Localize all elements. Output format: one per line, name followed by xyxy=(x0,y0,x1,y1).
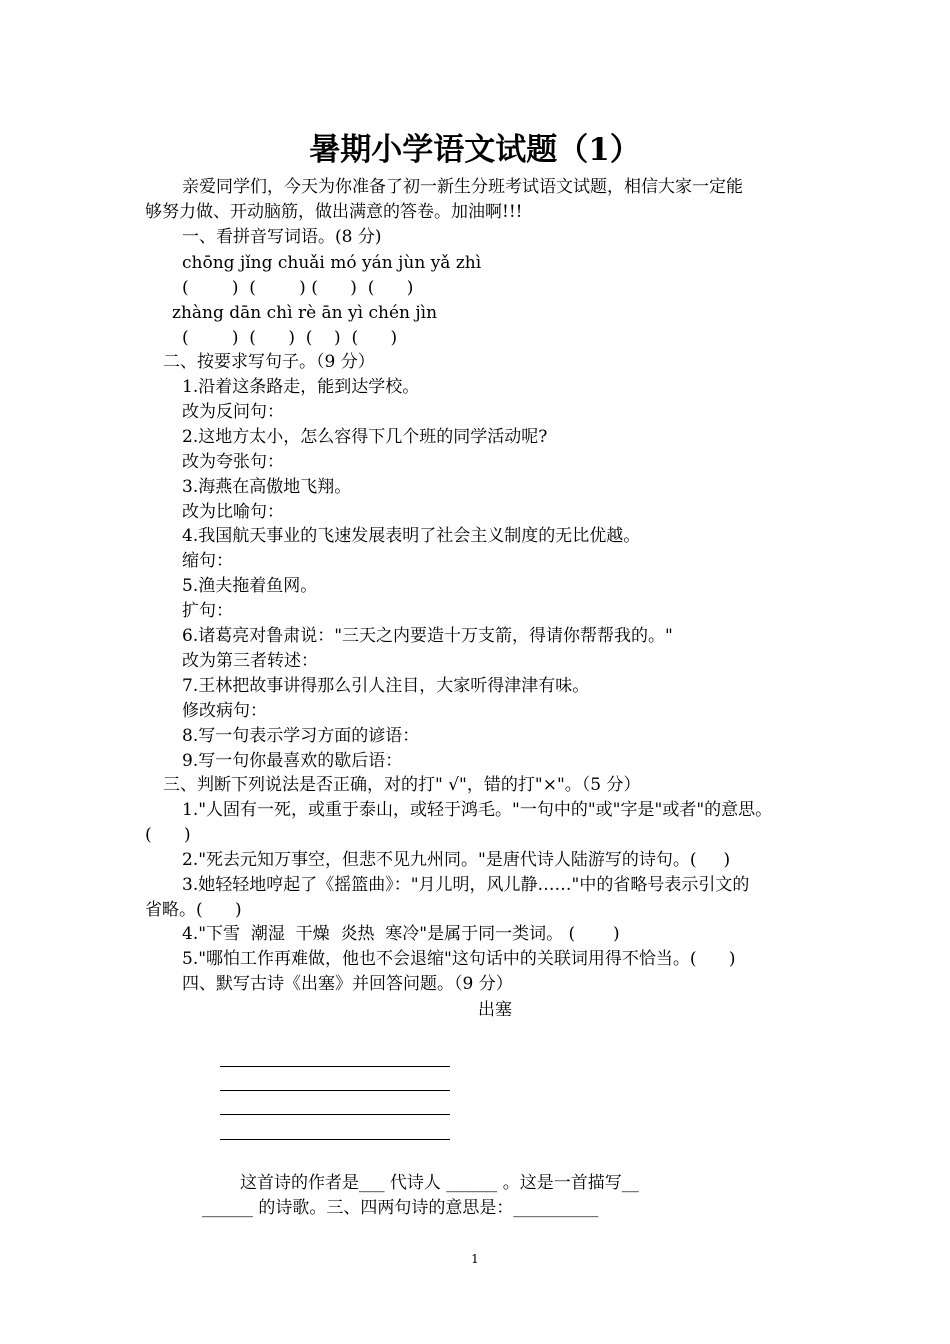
answer-brackets-row-1: ( ) ( ) ( ) ( ) xyxy=(182,278,414,298)
section3-heading: 三、判断下列说法是否正确，对的打" √"，错的打"×"。（5 分） xyxy=(163,775,641,795)
section2-line: 5.渔夫拖着鱼网。 xyxy=(182,576,318,596)
poem-title: 出塞 xyxy=(478,1000,512,1020)
section2-line: 4.我国航天事业的飞速发展表明了社会主义制度的无比优越。 xyxy=(182,526,641,546)
judge-q2: 2."死去元知万事空，但悲不见九州同。"是唐代诗人陆游写的诗句。( ) xyxy=(182,850,731,870)
section2-heading: 二、按要求写句子。（9 分） xyxy=(163,352,375,372)
section2-line: 8.写一句表示学习方面的谚语： xyxy=(182,726,420,746)
section2-line: 6.诸葛亮对鲁肃说："三天之内要造十万支箭，得请你帮帮我的。" xyxy=(182,626,673,646)
poem-question-line-2: ______ 的诗歌。三、四两句诗的意思是：__________ xyxy=(202,1198,599,1218)
intro-line-2: 够努力做、开动脑筋，做出满意的答卷。加油啊!!! xyxy=(145,202,523,222)
poem-write-line[interactable] xyxy=(220,1114,450,1115)
judge-q5: 5."哪怕工作再难做，他也不会退缩"这句话中的关联词用得不恰当。( ) xyxy=(182,949,736,969)
section2-line: 修改病句： xyxy=(182,701,267,721)
section1-heading: 一、看拼音写词语。(8 分) xyxy=(182,227,382,247)
judge-q1-line-2: ( ) xyxy=(145,825,191,845)
section2-line: 改为第三者转述： xyxy=(182,651,318,671)
judge-q3-line-1: 3.她轻轻地哼起了《摇篮曲》："月儿明，风儿静……"中的省略号表示引文的 xyxy=(182,875,750,895)
pinyin-row-1: chōng jǐng chuǎi mó yán jùn yǎ zhì xyxy=(182,253,482,273)
section2-line: 扩句： xyxy=(182,601,233,621)
intro-line-1: 亲爱同学们，今天为你准备了初一新生分班考试语文试题，相信大家一定能 xyxy=(182,177,743,197)
poem-question-line-1: 这首诗的作者是___ 代诗人 ______ 。这是一首描写__ xyxy=(240,1173,639,1193)
poem-write-line[interactable] xyxy=(220,1139,450,1140)
section2-line: 缩句： xyxy=(182,551,233,571)
section2-line: 改为比喻句： xyxy=(182,502,284,522)
page-title: 暑期小学语文试题（1） xyxy=(309,132,641,168)
judge-q1-line-1: 1."人固有一死，或重于泰山，或轻于鸿毛。"一句中的"或"字是"或者"的意思。 xyxy=(182,800,773,820)
section2-line: 改为夸张句： xyxy=(182,452,284,472)
section2-line: 7.王林把故事讲得那么引人注目，大家听得津津有味。 xyxy=(182,676,590,696)
poem-write-line[interactable] xyxy=(220,1090,450,1091)
section2-line: 1.沿着这条路走，能到达学校。 xyxy=(182,377,420,397)
judge-q4: 4."下雪 潮湿 干燥 炎热 寒冷"是属于同一类词。 ( ) xyxy=(182,924,620,944)
section2-line: 2.这地方太小，怎么容得下几个班的同学活动呢? xyxy=(182,427,548,447)
answer-brackets-row-2: ( ) ( ) ( ) ( ) xyxy=(182,328,398,348)
section2-line: 9.写一句你最喜欢的歇后语： xyxy=(182,751,403,771)
poem-write-line[interactable] xyxy=(220,1066,450,1067)
section2-line: 3.海燕在高傲地飞翔。 xyxy=(182,477,352,497)
page-number: 1 xyxy=(471,1252,479,1266)
section4-heading: 四、默写古诗《出塞》并回答问题。（9 分） xyxy=(182,974,513,994)
judge-q3-line-2: 省略。( ) xyxy=(145,900,242,920)
section2-line: 改为反问句： xyxy=(182,402,284,422)
pinyin-row-2: zhàng dān chì rè ān yì chén jìn xyxy=(172,303,438,323)
